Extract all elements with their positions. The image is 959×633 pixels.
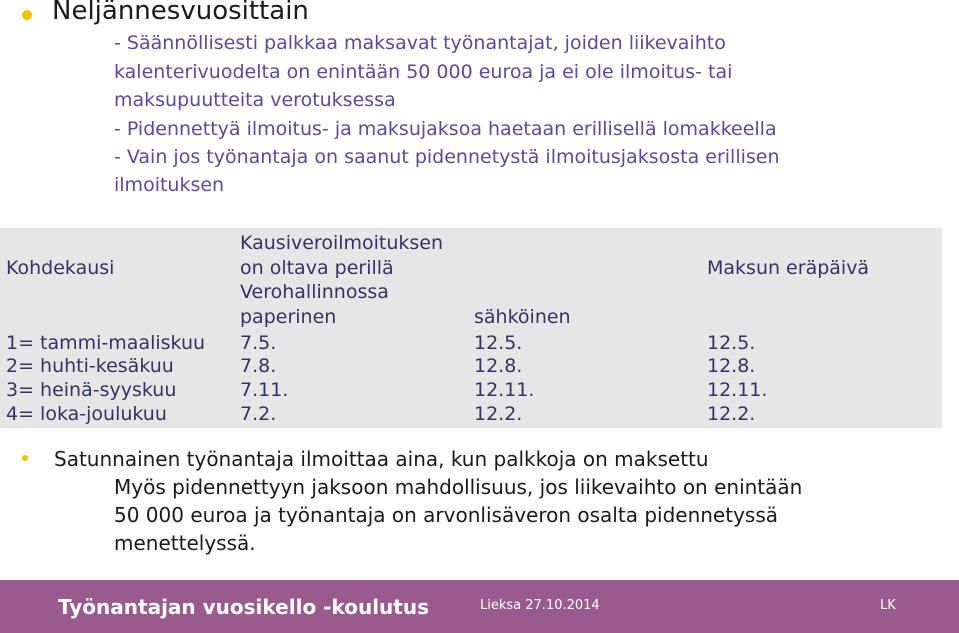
row-1-paper: 7.5. xyxy=(240,332,277,354)
row-3-paper: 7.11. xyxy=(240,379,289,401)
row-4-period: 4= loka-joulukuu xyxy=(6,403,167,425)
header-report-line-3: Verohallinnossa xyxy=(240,281,389,303)
intro-line-2: kalenterivuodelta on enintään 50 000 euroa ja ei ole ilmoitus- tai xyxy=(114,61,733,83)
row-2-paper: 7.8. xyxy=(240,355,277,377)
intro-line-3: maksupuutteita verotuksessa xyxy=(114,89,396,111)
row-1-payment: 12.5. xyxy=(707,332,756,354)
row-4-payment: 12.2. xyxy=(707,403,756,425)
extended-period-line-3: menettelyssä. xyxy=(114,531,256,555)
row-4-paper: 7.2. xyxy=(240,403,277,425)
intro-line-4: - Pidennettyä ilmoitus- ja maksujaksoa haetaan erillisellä lomakkeella xyxy=(114,118,777,140)
intro-line-1 xyxy=(114,32,726,54)
extended-period-line-1: Myös pidennettyyn jaksoon mahdollisuus, jos liikevaihto on enintään xyxy=(114,475,803,499)
intro-line-5: - Vain jos työnantaja on saanut pidennetystä ilmoitusjaksosta erillisen xyxy=(114,146,780,168)
deadline-table xyxy=(0,228,942,428)
row-2-period: 2= huhti-kesäkuu xyxy=(6,355,174,377)
row-1-electronic: 12.5. xyxy=(474,332,523,354)
row-3-payment: 12.11. xyxy=(707,379,768,401)
intro-line-6: ilmoituksen xyxy=(114,174,225,196)
slide-footer xyxy=(0,580,959,633)
extended-period-line-2: 50 000 euroa ja työnantaja on arvonlisäveron osalta pidennetyssä xyxy=(114,503,778,527)
header-report-line-1: Kausiveroilmoituksen xyxy=(240,232,444,254)
bullet-occasional-employer: Satunnainen työnantaja ilmoittaa aina, kun palkkoja on maksettu xyxy=(54,447,709,471)
row-4-electronic: 12.2. xyxy=(474,403,523,425)
slide-heading: Neljännesvuosittain xyxy=(52,0,309,26)
bullet-icon xyxy=(22,10,32,20)
row-3-electronic: 12.11. xyxy=(474,379,535,401)
subheader-electronic: sähköinen xyxy=(474,306,571,328)
footer-author: LK xyxy=(880,598,896,613)
row-3-period: 3= heinä-syyskuu xyxy=(6,379,177,401)
bullet-icon xyxy=(22,455,28,461)
footer-date: Lieksa 27.10.2014 xyxy=(480,598,600,613)
row-1-period: 1= tammi-maaliskuu xyxy=(6,332,206,354)
footer-title: Työnantajan vuosikello -koulutus xyxy=(58,595,429,619)
row-2-payment: 12.8. xyxy=(707,355,756,377)
row-2-electronic: 12.8. xyxy=(474,355,523,377)
header-payment: Maksun eräpäivä xyxy=(707,257,870,279)
intro-line-1-text: - Säännöllisesti palkkaa maksavat työnantajat, joiden liikevaihto xyxy=(114,32,726,54)
subheader-paper: paperinen xyxy=(240,306,337,328)
header-report-line-2: on oltava perillä xyxy=(240,257,394,279)
header-period: Kohdekausi xyxy=(6,257,115,279)
